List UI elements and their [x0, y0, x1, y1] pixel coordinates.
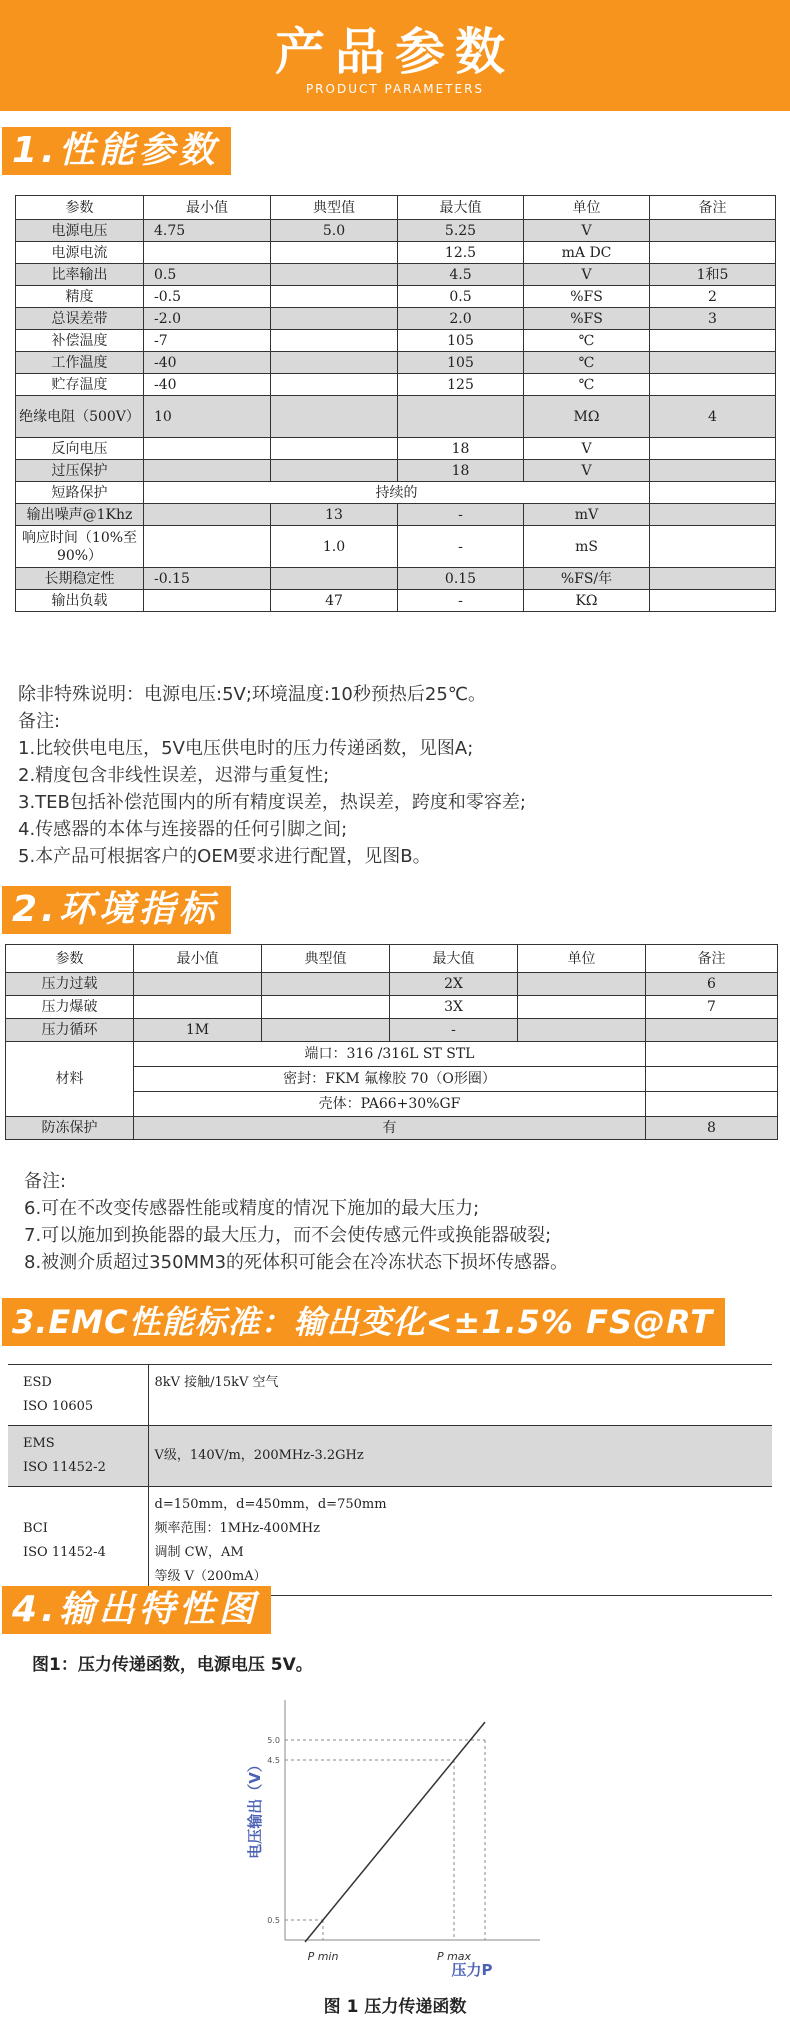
- table-cell: 1M: [134, 1019, 262, 1042]
- table-row: [16, 220, 776, 242]
- table-cell: [650, 460, 776, 482]
- emc-standard-line: EMS: [23, 1436, 55, 1451]
- table-cell: 4: [650, 396, 776, 438]
- table-cell: [262, 996, 390, 1019]
- table-cell: KΩ: [524, 590, 650, 612]
- table-cell: [650, 482, 776, 504]
- header-cell: 最小值: [144, 196, 271, 220]
- table-header-row: [16, 196, 776, 220]
- table-cell: [650, 526, 776, 568]
- table-cell: %FS/年: [524, 568, 650, 590]
- material-line: 密封：FKM 氟橡胶 70（O形圈）: [134, 1067, 646, 1092]
- table-cell: [262, 1019, 390, 1042]
- emc-standard-line: ISO 11452-4: [23, 1545, 106, 1560]
- header-cell: 最大值: [390, 945, 518, 973]
- table-cell: 输出噪声@1Khz: [16, 504, 144, 526]
- table-cell: 防冻保护: [6, 1117, 134, 1140]
- table-cell: [144, 526, 271, 568]
- emc-standard: [8, 1426, 148, 1487]
- table-cell: [271, 374, 398, 396]
- table-cell: mS: [524, 526, 650, 568]
- table-cell: [518, 996, 646, 1019]
- note-line: 2.精度包含非线性误差，迟滞与重复性;: [18, 765, 330, 786]
- note-line: 4.传感器的本体与连接器的任何引脚之间;: [18, 819, 348, 840]
- table-cell: [271, 264, 398, 286]
- table-cell: [144, 504, 271, 526]
- table-cell: [271, 568, 398, 590]
- header-cell: 典型值: [262, 945, 390, 973]
- y-tick-label: 5.0: [267, 1736, 280, 1745]
- table-row: [6, 1019, 778, 1042]
- table-cell: [398, 396, 524, 438]
- table-cell: mA DC: [524, 242, 650, 264]
- table-cell: 1和5: [650, 264, 776, 286]
- table-cell: 过压保护: [16, 460, 144, 482]
- header-cell: 备注: [650, 196, 776, 220]
- table-cell: 7: [646, 996, 778, 1019]
- table-cell: [271, 352, 398, 374]
- table-cell: [271, 396, 398, 438]
- note-line: 备注:: [24, 1171, 67, 1192]
- header-cell: 单位: [518, 945, 646, 973]
- table-row: [16, 286, 776, 308]
- table-cell: -: [390, 1019, 518, 1042]
- table-cell: 精度: [16, 286, 144, 308]
- table-cell: 4.5: [398, 264, 524, 286]
- x-tick-label-pmax: P max: [436, 1950, 472, 1963]
- material-label: 材料: [6, 1042, 134, 1117]
- table-row: [16, 308, 776, 330]
- table-cell: 5.25: [398, 220, 524, 242]
- emc-value: [148, 1487, 772, 1596]
- series-line: [305, 1722, 485, 1942]
- table-row: [8, 1365, 772, 1426]
- emc-value-line: 调制 CW，AM: [154, 1545, 244, 1560]
- table-cell: [144, 242, 271, 264]
- table-cell: -40: [144, 352, 271, 374]
- table-cell: -0.15: [144, 568, 271, 590]
- table-cell: 47: [271, 590, 398, 612]
- material-line: 壳体：PA66+30%GF: [134, 1092, 646, 1117]
- table-cell: 比率输出: [16, 264, 144, 286]
- table-cell: [646, 1042, 778, 1067]
- x-tick-label-pmin: P min: [307, 1950, 339, 1963]
- table-cell: 12.5: [398, 242, 524, 264]
- note-line: 1.比较供电电压，5V电压供电时的压力传递函数，见图A;: [18, 738, 474, 759]
- table-cell: 压力过载: [6, 973, 134, 996]
- page-title: 产品参数: [275, 23, 515, 81]
- table-cell: 2: [650, 286, 776, 308]
- table-cell: -: [398, 590, 524, 612]
- table-cell: 2X: [390, 973, 518, 996]
- table-cell: [271, 330, 398, 352]
- table-cell: V: [524, 264, 650, 286]
- section-title-emc: 3.EMC性能标准：输出变化<±1.5% FS@RT: [2, 1298, 725, 1346]
- table-cell: 5.0: [271, 220, 398, 242]
- table-cell: [144, 460, 271, 482]
- table-cell: 持续的: [144, 482, 650, 504]
- table-cell: 绝缘电阻（500V）: [16, 396, 144, 438]
- note-line: 7.可以施加到换能器的最大压力，而不会使传感元件或换能器破裂;: [24, 1225, 552, 1246]
- emc-standard-line: ISO 10605: [23, 1399, 94, 1414]
- table-cell: 贮存温度: [16, 374, 144, 396]
- table-row: [16, 264, 776, 286]
- environment-notes: [24, 1168, 568, 1276]
- table-cell: 6: [646, 973, 778, 996]
- transfer-function-chart: [240, 1700, 560, 1990]
- table-row: [6, 996, 778, 1019]
- table-cell: 压力循环: [6, 1019, 134, 1042]
- y-axis-label: 电压输出（V）: [246, 1757, 264, 1859]
- table-cell: [518, 1019, 646, 1042]
- table-cell: 3X: [390, 996, 518, 1019]
- table-cell: [518, 973, 646, 996]
- table-cell: 125: [398, 374, 524, 396]
- note-line: 5.本产品可根据客户的OEM要求进行配置，见图B。: [18, 846, 431, 867]
- table-row: [16, 438, 776, 460]
- header-cell: 最大值: [398, 196, 524, 220]
- table-cell: -: [398, 526, 524, 568]
- environment-table: [5, 944, 778, 1140]
- figure-caption-top: 图1：压力传递函数，电源电压 5V。: [32, 1655, 313, 1675]
- table-cell: [650, 374, 776, 396]
- note-line: 除非特殊说明：电源电压:5V;环境温度:10秒预热后25℃。: [18, 684, 486, 705]
- emc-value: [148, 1426, 772, 1487]
- table-row: [8, 1426, 772, 1487]
- emc-value-line: d=150mm，d=450mm，d=750mm: [154, 1497, 387, 1512]
- page-subtitle: PRODUCT PARAMETERS: [305, 82, 485, 96]
- emc-value: [148, 1365, 772, 1426]
- table-cell: [650, 352, 776, 374]
- section-title-environment: 2.环境指标: [2, 886, 231, 934]
- table-cell: V: [524, 438, 650, 460]
- table-cell: ℃: [524, 330, 650, 352]
- note-line: 8.被测介质超过350MM3的死体积可能会在冷冻状态下损坏传感器。: [24, 1252, 569, 1273]
- page-header: [0, 0, 790, 111]
- table-cell: 18: [398, 460, 524, 482]
- table-cell: 工作温度: [16, 352, 144, 374]
- emc-value-line: V级，140V/m，200MHz-3.2GHz: [154, 1448, 364, 1463]
- table-cell: 电源电压: [16, 220, 144, 242]
- table-cell: 105: [398, 330, 524, 352]
- table-cell: 有: [134, 1117, 646, 1140]
- table-cell: [271, 438, 398, 460]
- table-cell: [646, 1092, 778, 1117]
- table-cell: %FS: [524, 308, 650, 330]
- emc-standard-line: ISO 11452-2: [23, 1460, 106, 1475]
- table-cell: [646, 1019, 778, 1042]
- table-cell: 电源电流: [16, 242, 144, 264]
- table-cell: 响应时间（10%至90%）: [16, 526, 144, 568]
- table-cell: [650, 330, 776, 352]
- table-cell: 长期稳定性: [16, 568, 144, 590]
- header-cell: 参数: [16, 196, 144, 220]
- emc-standard: [8, 1365, 148, 1426]
- table-cell: 输出负载: [16, 590, 144, 612]
- table-cell: [650, 568, 776, 590]
- table-row: [16, 482, 776, 504]
- table-cell: 0.5: [398, 286, 524, 308]
- table-row: [6, 973, 778, 996]
- table-cell: [271, 308, 398, 330]
- table-cell: [650, 220, 776, 242]
- table-cell: [271, 460, 398, 482]
- table-row: [16, 352, 776, 374]
- table-cell: [144, 438, 271, 460]
- material-line: 端口：316 /316L ST STL: [134, 1042, 646, 1067]
- table-cell: [650, 504, 776, 526]
- emc-value-line: 频率范围：1MHz-400MHz: [154, 1521, 320, 1536]
- table-cell: -: [398, 504, 524, 526]
- note-line: 3.TEB包括补偿范围内的所有精度误差，热误差，跨度和零容差;: [18, 792, 526, 813]
- table-row: [16, 460, 776, 482]
- table-row: [16, 396, 776, 438]
- table-row: [16, 526, 776, 568]
- table-cell: 短路保护: [16, 482, 144, 504]
- table-cell: V: [524, 460, 650, 482]
- figure-caption-bottom: 图 1 压力传递函数: [323, 1997, 467, 2017]
- table-cell: 总误差带: [16, 308, 144, 330]
- table-cell: 压力爆破: [6, 996, 134, 1019]
- table-row-material: [6, 1042, 778, 1067]
- header-cell: 备注: [646, 945, 778, 973]
- emc-table: [8, 1364, 772, 1596]
- table-row: [16, 504, 776, 526]
- table-cell: 18: [398, 438, 524, 460]
- table-cell: 2.0: [398, 308, 524, 330]
- table-cell: [650, 590, 776, 612]
- table-cell: [650, 438, 776, 460]
- table-cell: 10: [144, 396, 271, 438]
- table-cell: 8: [646, 1117, 778, 1140]
- performance-notes: [18, 681, 526, 870]
- table-cell: -2.0: [144, 308, 271, 330]
- table-cell: ℃: [524, 374, 650, 396]
- table-cell: 1.0: [271, 526, 398, 568]
- table-row: [16, 374, 776, 396]
- table-row: [6, 1117, 778, 1140]
- table-row: [16, 330, 776, 352]
- x-axis-label: 压力P: [451, 1961, 493, 1979]
- table-cell: [262, 973, 390, 996]
- table-cell: -7: [144, 330, 271, 352]
- table-cell: 反向电压: [16, 438, 144, 460]
- header-cell: 单位: [524, 196, 650, 220]
- table-cell: mV: [524, 504, 650, 526]
- section-title-performance: 1.性能参数: [2, 127, 231, 175]
- table-cell: 4.75: [144, 220, 271, 242]
- table-row: [16, 242, 776, 264]
- table-row: [16, 590, 776, 612]
- table-row: [8, 1487, 772, 1596]
- emc-value-line: 等级 V（200mA）: [154, 1569, 267, 1584]
- table-cell: 0.5: [144, 264, 271, 286]
- performance-table: [15, 195, 776, 612]
- table-cell: 0.15: [398, 568, 524, 590]
- table-cell: MΩ: [524, 396, 650, 438]
- table-cell: [134, 973, 262, 996]
- table-cell: 13: [271, 504, 398, 526]
- table-cell: 3: [650, 308, 776, 330]
- note-line: 6.可在不改变传感器性能或精度的情况下施加的最大压力;: [24, 1198, 480, 1219]
- table-cell: %FS: [524, 286, 650, 308]
- table-cell: [650, 242, 776, 264]
- table-cell: [271, 286, 398, 308]
- header-cell: 参数: [6, 945, 134, 973]
- section-title-output-chart: 4.输出特性图: [2, 1586, 271, 1634]
- table-cell: V: [524, 220, 650, 242]
- y-tick-label: 0.5: [267, 1916, 280, 1925]
- table-cell: 补偿温度: [16, 330, 144, 352]
- emc-standard-line: BCI: [23, 1521, 48, 1536]
- table-cell: [144, 590, 271, 612]
- header-cell: 最小值: [134, 945, 262, 973]
- table-cell: [646, 1067, 778, 1092]
- table-cell: [271, 242, 398, 264]
- emc-standard: [8, 1487, 148, 1596]
- table-cell: 105: [398, 352, 524, 374]
- header-cell: 典型值: [271, 196, 398, 220]
- emc-value-line: 8kV 接触/15kV 空气: [154, 1375, 279, 1390]
- table-header-row: [6, 945, 778, 973]
- note-line: 备注:: [18, 711, 61, 732]
- table-cell: ℃: [524, 352, 650, 374]
- table-cell: -0.5: [144, 286, 271, 308]
- table-cell: [134, 996, 262, 1019]
- emc-standard-line: ESD: [23, 1375, 52, 1390]
- table-cell: -40: [144, 374, 271, 396]
- table-row: [16, 568, 776, 590]
- y-tick-label: 4.5: [267, 1756, 280, 1765]
